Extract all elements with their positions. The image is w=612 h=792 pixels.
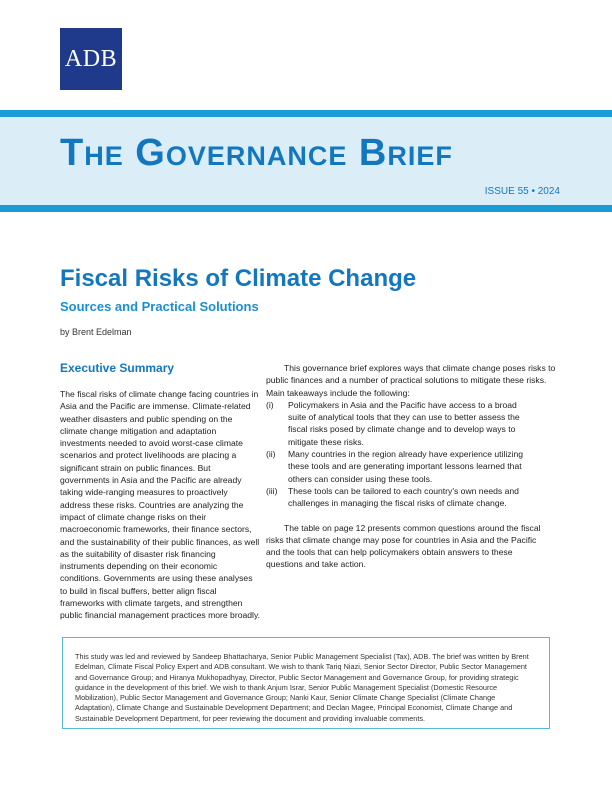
intro-paragraph: This governance brief explores ways that climate change poses risks to public finances and a number of practical solutions to mitigate these risks. Main takeaways include the following: [266, 363, 556, 398]
list-text: Policymakers in Asia and the Pacific have access to a broad suite of analytical tools that they can use to better assess the fiscal risks posed by climate change and to develop ways to mitigate these risks. [288, 399, 520, 447]
list-number: (ii) [266, 449, 276, 460]
takeaways-list [266, 399, 566, 510]
byline: by Brent Edelman [60, 327, 132, 337]
closing-paragraph: The table on page 12 presents common questions around the fiscal risks that climate change may pose for countries in Asia and the Pacific and the tools that can help policymakers obtain answers to these questions and take action. [266, 522, 541, 570]
header-stripe-top [0, 110, 612, 117]
list-item [266, 399, 566, 448]
executive-summary-text: The fiscal risks of climate change facing countries in Asia and the Pacific are immense. Climate-related weather disasters and public spending on the climate change mitigation and adaptation investments needed to avoid worst-case climate scenarios and protect livelihoods are placing a significant strain on public finances. But governments in Asia and the Pacific are already taking wide-ranging measures to proactively address these risks. Countries are analyzing the impact of climate change risks on their macroeconomic frameworks, their finance sectors, and the sustainability of their public finances, as well as the suitability of disaster risk financing instruments depending on their economic conditions. Governments are using these analyses to build in fiscal buffers, better align fiscal frameworks with climate targets, and strengthen public financial management practices more broadly. [60, 389, 260, 621]
acknowledgment-text: This study was led and reviewed by Sandeep Bhattacharya, Senior Public Management Specialist (Tax), ADB. The brief was written by Brent Edelman, Climate Fiscal Policy Expert and ADB consultant. We wish to thank Tariq Niazi, Senior Sector Director, Public Sector Management and Governance Group; and Hiranya Mukhopadhyay, Director, Public Sector Management and Governance Group, for providing strategic guidance in the development of this brief. We wish to thank Anjum Israr, Senior Public Management Specialist (Domestic Resource Mobilization), Public Sector Management and Governance Group; Nanki Kaur, Senior Climate Change Specialist (Climate Change Adaptation), Climate Change and Sustainable Development Department; and Declan Magee, Principal Economist, Climate Change and Sustainable Development Department, for peer reviewing the document and providing invaluable comments. [75, 652, 529, 723]
right-column [266, 362, 566, 571]
header-stripe-bottom [0, 205, 612, 212]
acknowledgment-box [62, 637, 550, 729]
issue-number: ISSUE 55 • 2024 [484, 186, 560, 197]
adb-logo: ADB [60, 28, 122, 90]
article-title: Fiscal Risks of Climate Change [60, 265, 417, 292]
list-text: Many countries in the region already have experience utilizing these tools and are generating important lessons learned that others can consider using these tools. [288, 449, 524, 484]
publication-title: The Governance Brief [60, 132, 453, 174]
list-item [266, 485, 566, 510]
executive-summary-heading: Executive Summary [60, 361, 175, 375]
list-number: (iii) [266, 485, 278, 496]
list-item [266, 448, 566, 485]
list-number: (i) [266, 399, 274, 410]
executive-summary-column [60, 388, 260, 622]
article-subtitle: Sources and Practical Solutions [60, 299, 259, 314]
list-text: These tools can be tailored to each country's own needs and challenges in managing the fiscal risks of climate change. [288, 485, 519, 509]
